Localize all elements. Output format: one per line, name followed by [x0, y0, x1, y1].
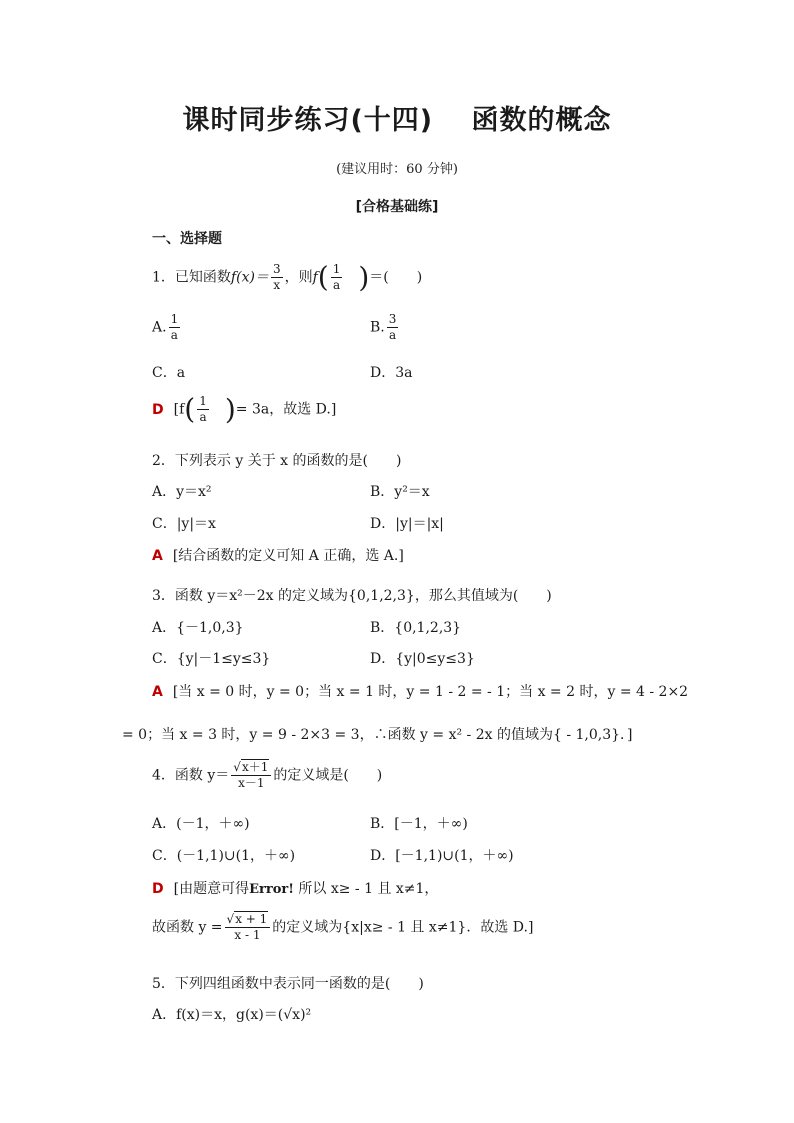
question-4-option-d: D．[－1,1)∪(1，＋∞) — [370, 848, 514, 864]
question-3-option-d: D．{y|0≤y≤3} — [370, 651, 475, 667]
question-2-option-c: C．|y|＝x — [152, 516, 216, 532]
section-heading: 一、选择题 — [152, 231, 222, 247]
question-4-solution-line-1: D [由题意可得Error! 所以 x≥ - 1 且 x≠1， — [152, 881, 439, 897]
question-3-option-c: C．{y|－1≤y≤3} — [152, 651, 271, 667]
question-5-option-a: A．f(x)＝x，g(x)＝(√x)² — [152, 1007, 312, 1023]
question-2-option-d: D．|y|＝|x| — [370, 516, 444, 532]
question-4-option-c: C．(－1,1)∪(1，＋∞) — [152, 848, 296, 864]
question-1-option-a: A. $\frac{1}{a}$ — [152, 312, 179, 342]
error-field: Error! — [249, 882, 294, 897]
question-2-option-a: A．y＝x² — [152, 484, 212, 500]
answer-letter: A — [152, 548, 163, 564]
answer-letter: A — [152, 684, 163, 700]
question-2-solution: A [结合函数的定义可知 A 正确，选 A.] — [152, 548, 404, 564]
question-5-stem: 5．下列四组函数中表示同一函数的是( ) — [152, 976, 424, 992]
question-3-option-b: B．{0,1,2,3} — [370, 620, 462, 636]
question-2-stem: 2．下列表示 y 关于 x 的函数的是( ) — [152, 453, 402, 469]
level-heading: [合格基础练] — [355, 199, 439, 215]
page-title: 课时同步练习(十四) 函数的概念 — [182, 105, 612, 136]
question-4-option-a: A．(－1，＋∞) — [152, 816, 250, 832]
answer-letter: D — [152, 401, 164, 418]
time-suggestion: (建议用时：60 分钟) — [336, 162, 458, 177]
question-4-solution-line-2: 故函数 y = $\frac{√x + 1}{x - 1}$ 的定义域为{x|x≥ - 1 且 x≠1}．故选 D.] — [152, 912, 534, 942]
question-1-option-c: C．a — [152, 365, 186, 381]
question-2-option-b: B．y²＝x — [370, 484, 430, 500]
question-3-solution-line-2: = 0；当 x = 3 时，y = 9 - 2×3 = 3，∴函数 y = x² - 2x 的值域为{ - 1,0,3}．] — [122, 727, 633, 743]
question-1-stem: 1．已知函数f(x)＝ $\frac{3}{x}$ ，则f( $\frac{1}{a}$ )＝( ) — [152, 260, 423, 294]
question-3-solution-line-1: A [当 x = 0 时，y = 0；当 x = 1 时，y = 1 - 2 = - 1；当 x = 2 时，y = 4 - 2×2 — [152, 684, 689, 700]
question-1-option-b: B. $\frac{3}{a}$ — [370, 312, 397, 342]
question-4-option-b: B．[－1，＋∞) — [370, 816, 468, 832]
question-3-option-a: A．{－1,0,3} — [152, 620, 244, 636]
fraction: $\frac{3}{x}$ — [272, 262, 281, 292]
question-1-solution: D [f( $\frac{1}{a}$ )= 3a，故选 D.] — [152, 392, 337, 426]
question-3-stem: 3．函数 y＝x²－2x 的定义域为{0,1,2,3}，那么其值域为( ) — [152, 588, 552, 604]
answer-letter: D — [152, 881, 164, 897]
question-4-stem: 4．函数 y＝ $\frac{√x+1}{x-1}$ 的定义域是( ) — [152, 760, 383, 790]
question-1-option-d: D．3a — [370, 365, 413, 381]
